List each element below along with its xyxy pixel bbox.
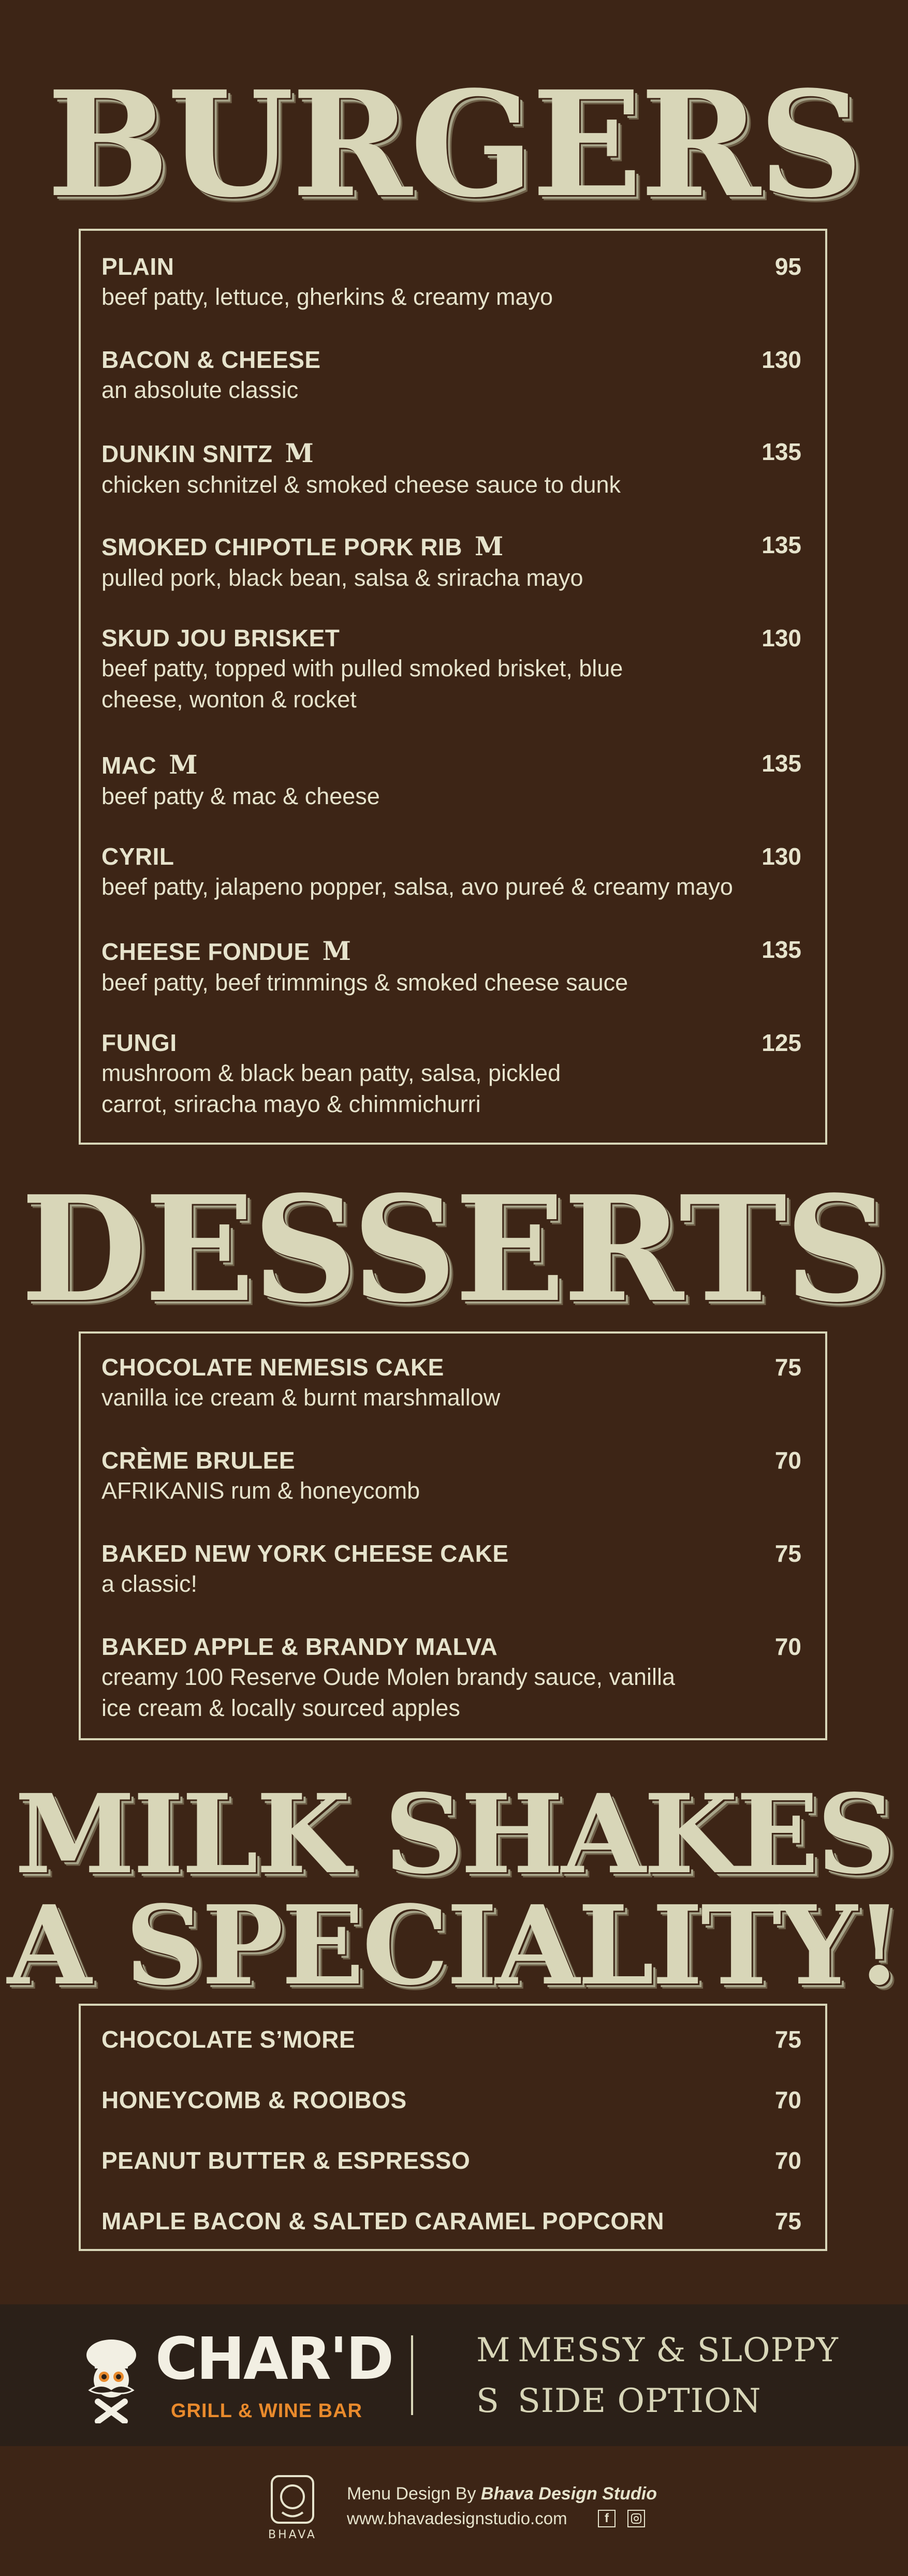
- footer-divider: [411, 2335, 413, 2415]
- item-price: 75: [774, 1354, 801, 1381]
- item-price: 130: [761, 625, 801, 652]
- menu-item: [101, 438, 801, 500]
- item-desc: a classic!: [101, 1571, 198, 1597]
- item-price: 70: [774, 1633, 801, 1660]
- item-name: SKUD JOU BRISKET: [101, 625, 340, 652]
- menu-item: [101, 842, 801, 902]
- menu-item: [101, 1633, 801, 1724]
- item-name: SMOKED CHIPOTLE PORK RIB: [101, 534, 462, 560]
- credit-prefix: Menu Design By: [347, 2484, 481, 2504]
- item-desc: beef patty, lettuce, gherkins & creamy mayo: [101, 284, 553, 310]
- menu-item: [101, 346, 801, 406]
- menu-item: [101, 749, 801, 812]
- messy-badge: M: [285, 438, 314, 468]
- credit-studio: Bhava Design Studio: [480, 2484, 657, 2504]
- menu-item: [101, 1353, 801, 1413]
- item-price: 70: [774, 2086, 801, 2113]
- messy-badge: M: [169, 749, 198, 780]
- messy-badge: M: [474, 531, 504, 561]
- item-name: BAKED APPLE & BRANDY MALVA: [101, 1633, 498, 1660]
- item-name: HONEYCOMB & ROOIBOS: [101, 2086, 407, 2113]
- item-desc: an absolute classic: [101, 377, 299, 403]
- item-price: 75: [774, 1540, 801, 1567]
- menu-item: [101, 531, 801, 594]
- item-price: 95: [774, 253, 801, 280]
- item-price: 75: [774, 2208, 801, 2234]
- item-name: BACON & CHEESE: [101, 346, 321, 373]
- messy-badge: M: [322, 936, 352, 966]
- logo-wordmark: CHAR'D: [155, 2326, 393, 2393]
- item-price: 70: [774, 1447, 801, 1474]
- item-desc: beef patty, jalapeno popper, salsa, avo pureé & creamy mayo: [101, 874, 733, 900]
- item-desc: chicken schnitzel & smoked cheese sauce to dunk: [101, 471, 621, 498]
- facebook-icon[interactable]: f: [598, 2510, 616, 2527]
- item-price: 135: [761, 438, 801, 465]
- item-name: CHOCOLATE S’MORE: [101, 2026, 356, 2053]
- item-name: MAPLE BACON & SALTED CARAMEL POPCORN: [101, 2208, 665, 2234]
- item-desc: beef patty, topped with pulled smoked brisket, blue cheese, wonton & rocket: [101, 655, 623, 713]
- menu-item: [101, 2207, 801, 2235]
- chef-mustache-logo-icon: [75, 2335, 148, 2423]
- shakes-heading-line1: MILK SHAKES: [14, 1770, 894, 1898]
- item-desc: vanilla ice cream & burnt marshmallow: [101, 1384, 501, 1411]
- item-name: MAC: [101, 752, 157, 779]
- credit-url[interactable]: www.bhavadesignstudio.com: [347, 2509, 567, 2528]
- menu-item: [101, 936, 801, 998]
- instagram-icon[interactable]: [627, 2510, 645, 2527]
- desserts-box: [79, 1331, 827, 1740]
- item-price: 70: [774, 2147, 801, 2174]
- item-price: 135: [761, 750, 801, 777]
- bhava-logo-icon: [261, 2471, 324, 2549]
- legend-label: SIDE OPTION: [518, 2382, 761, 2420]
- item-price: 135: [761, 531, 801, 558]
- footer-band: [0, 2304, 908, 2446]
- legend-messy: [476, 2331, 839, 2370]
- item-price: 135: [761, 936, 801, 963]
- item-name: PLAIN: [101, 253, 174, 280]
- item-desc: beef patty, beef trimmings & smoked cheese sauce: [101, 969, 628, 996]
- item-desc: beef patty & mac & cheese: [101, 783, 380, 809]
- item-price: 75: [774, 2026, 801, 2053]
- item-price: 125: [761, 1029, 801, 1056]
- item-desc: mushroom & black bean patty, salsa, pickled carrot, sriracha mayo & chimmichurri: [101, 1060, 561, 1117]
- legend-side: [476, 2382, 761, 2420]
- burgers-box: [79, 229, 827, 1145]
- menu-item: [101, 1539, 801, 1600]
- shakes-heading-line2: A SPECIALITY!: [7, 1882, 901, 2009]
- item-desc: creamy 100 Reserve Oude Molen brandy sauce, vanilla ice cream & locally sourced apples: [101, 1664, 676, 1721]
- bhava-logo-text: BHAVA: [268, 2528, 317, 2541]
- item-name: PEANUT BUTTER & ESPRESSO: [101, 2147, 471, 2174]
- item-name: DUNKIN SNITZ: [101, 440, 273, 467]
- item-name: CRÈME BRULEE: [101, 1447, 296, 1474]
- legend-code: M: [476, 2331, 511, 2370]
- item-name: CHOCOLATE NEMESIS CAKE: [101, 1354, 444, 1381]
- item-price: 130: [761, 843, 801, 870]
- menu-item: [101, 1029, 801, 1120]
- menu-item: [101, 2086, 801, 2114]
- shakes-box: [79, 2004, 827, 2251]
- credit-line: [347, 2484, 657, 2504]
- desserts-heading: DESSERTS: [20, 1164, 888, 1335]
- burgers-heading: BURGERS: [47, 60, 861, 230]
- legend-code: S: [476, 2382, 500, 2420]
- item-name: FUNGI: [101, 1029, 177, 1056]
- menu-item: [101, 2025, 801, 2053]
- menu-item: [101, 1446, 801, 1506]
- item-name: CYRIL: [101, 843, 174, 870]
- menu-item: [101, 253, 801, 313]
- item-desc: AFRIKANIS rum & honeycomb: [101, 1477, 420, 1504]
- item-name: CHEESE FONDUE: [101, 938, 310, 965]
- item-desc: pulled pork, black bean, salsa & sriracha mayo: [101, 565, 583, 591]
- item-name: BAKED NEW YORK CHEESE CAKE: [101, 1540, 509, 1567]
- menu-item: [101, 624, 801, 715]
- menu-item: [101, 2146, 801, 2174]
- logo-tagline: GRILL & WINE BAR: [171, 2400, 362, 2422]
- legend-label: MESSY & SLOPPY: [518, 2331, 839, 2370]
- item-price: 130: [761, 346, 801, 373]
